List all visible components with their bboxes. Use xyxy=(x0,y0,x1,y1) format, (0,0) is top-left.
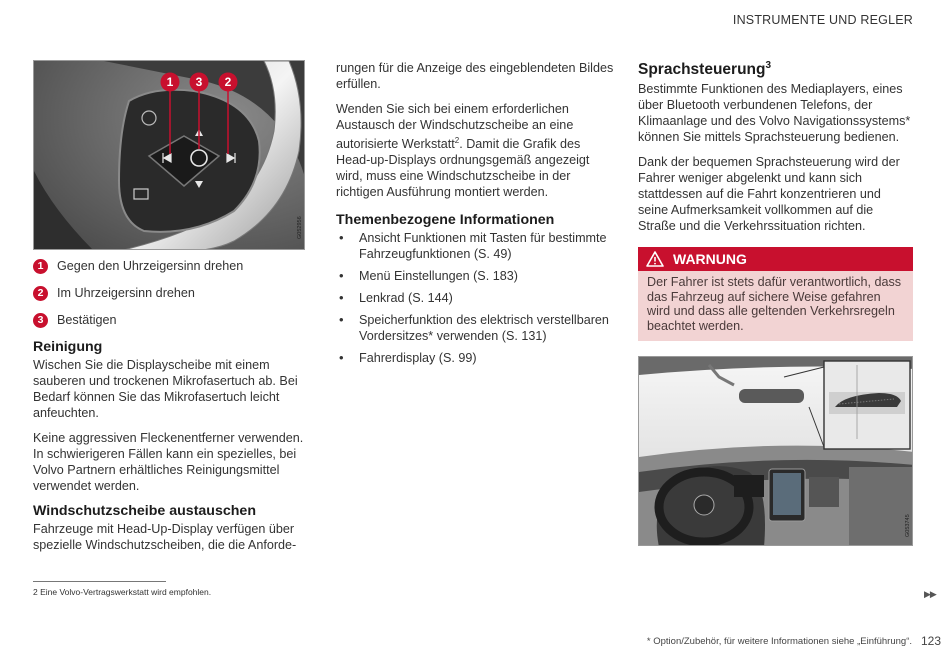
car-interior-figure xyxy=(638,356,913,546)
next-page-arrows-icon[interactable]: ▶▶ xyxy=(924,589,936,599)
warning-box xyxy=(638,247,913,341)
heading-footnote-ref: 3 xyxy=(765,59,772,71)
marker-1 xyxy=(161,73,180,92)
workshop-text-b: . Damit die Grafik des Head-up-Displays ordnungsgemäß angezeigt wird, muss eine Windschutzscheibe in der richtigen Ausführung montiert werden. xyxy=(336,137,590,200)
column-left xyxy=(33,60,305,562)
workshop-paragraph xyxy=(336,101,614,200)
windshield-paragraph-continued: rungen für die Anzeige des eingeblendeten Bildes erfüllen. xyxy=(336,61,614,91)
related-links-list xyxy=(336,230,614,366)
callout-item xyxy=(33,285,305,301)
warning-text: Der Fahrer ist stets dafür verantwortlich, dass das Fahrzeug auf sichere Weise gefahren wird und dass alle geltenden Verkehrsregeln beachtet werden. xyxy=(647,275,902,333)
car-interior-illustration xyxy=(639,357,913,546)
workshop-text-a: Wenden Sie sich bei einem erforderlichen Austausch der Windschutzscheibe an eine autorisierte Werkstatt xyxy=(336,102,574,152)
warning-triangle-icon xyxy=(646,251,664,267)
page-number: 123 xyxy=(920,634,941,648)
voice-control-heading xyxy=(638,60,913,79)
related-link[interactable]: • Speicherfunktion des elektrisch verstellbaren Vordersitzes* verwenden (S. 131) xyxy=(336,312,614,344)
figure-code: G052956 xyxy=(297,216,303,239)
footer-note: * Option/Zubehör, für weitere Informationen siehe „Einführung“. xyxy=(646,636,912,647)
voice-control-title: Sprachsteuerung xyxy=(638,61,766,78)
steering-wheel-illustration xyxy=(34,61,305,250)
footnote-ref[interactable]: 2 xyxy=(454,136,460,145)
related-link[interactable]: • Menü Einstellungen (S. 183) xyxy=(336,268,614,284)
callout-item xyxy=(33,258,305,274)
column-middle xyxy=(336,60,614,372)
svg-text:2: 2 xyxy=(224,75,232,89)
cleaning-heading: Reinigung xyxy=(33,339,103,355)
warning-title: WARNUNG xyxy=(673,251,747,267)
callout-text: Im Uhrzeigersinn drehen xyxy=(57,286,195,300)
svg-text:1: 1 xyxy=(166,75,174,89)
footnote: 2 Eine Volvo-Vertragswerkstatt wird empfohlen. xyxy=(33,587,212,597)
callout-number: 1 xyxy=(33,259,48,274)
cleaning-paragraph-2: Keine aggressiven Fleckenentferner verwenden. In schwierigeren Fällen kann ein spezielles, bei Volvo Partnern erhältliches Reinigungsmittel verwendet werden. xyxy=(33,431,304,493)
callout-number: 2 xyxy=(33,286,48,301)
svg-text:3: 3 xyxy=(195,75,203,89)
section-header: INSTRUMENTE UND REGLER xyxy=(732,13,913,27)
voice-control-paragraph-2: Dank der bequemen Sprachsteuerung wird der Fahrer weniger abgelenkt und kann sich stattdessen auf die Fahrt konzentrieren und seine Aufmerksamkeit vollkommen auf die Straße und die Verkehrssituation richten. xyxy=(638,155,900,233)
related-link[interactable]: • Lenkrad (S. 144) xyxy=(336,290,614,306)
steering-wheel-figure xyxy=(33,60,305,250)
voice-control-paragraph-1: Bestimmte Funktionen des Mediaplayers, eines über Bluetooth verbundenen Telefons, der Klimaanlage und des Volvo Navigationssystems* können Sie mittels Sprachsteuerung bedienen. xyxy=(638,82,911,144)
figure-code: G053745 xyxy=(905,514,911,537)
related-link[interactable]: • Ansicht Funktionen mit Tasten für bestimmte Fahrzeugfunktionen (S. 49) xyxy=(336,230,614,262)
callout-number: 3 xyxy=(33,313,48,328)
marker-2 xyxy=(219,73,238,92)
related-info-heading: Themenbezogene Informationen xyxy=(336,212,555,229)
cleaning-paragraph-1: Wischen Sie die Displayscheibe mit einem sauberen und trockenen Mikrofasertuch ab. Bei Bedarf können Sie das Mikrofasertuch leicht anfeuchten. xyxy=(33,358,298,420)
callout-text: Bestätigen xyxy=(57,313,117,327)
related-link[interactable]: • Fahrerdisplay (S. 99) xyxy=(336,350,614,366)
windshield-paragraph-1: Fahrzeuge mit Head-Up-Display verfügen über spezielle Windschutzscheiben, die die Anforde- xyxy=(33,522,297,552)
callout-text: Gegen den Uhrzeigersinn drehen xyxy=(57,259,244,273)
column-right xyxy=(638,60,913,546)
callout-item xyxy=(33,312,305,328)
windshield-heading: Windschutzscheibe austauschen xyxy=(33,503,256,519)
footnote-divider xyxy=(33,581,166,582)
warning-header xyxy=(638,247,913,271)
marker-3 xyxy=(190,73,209,92)
